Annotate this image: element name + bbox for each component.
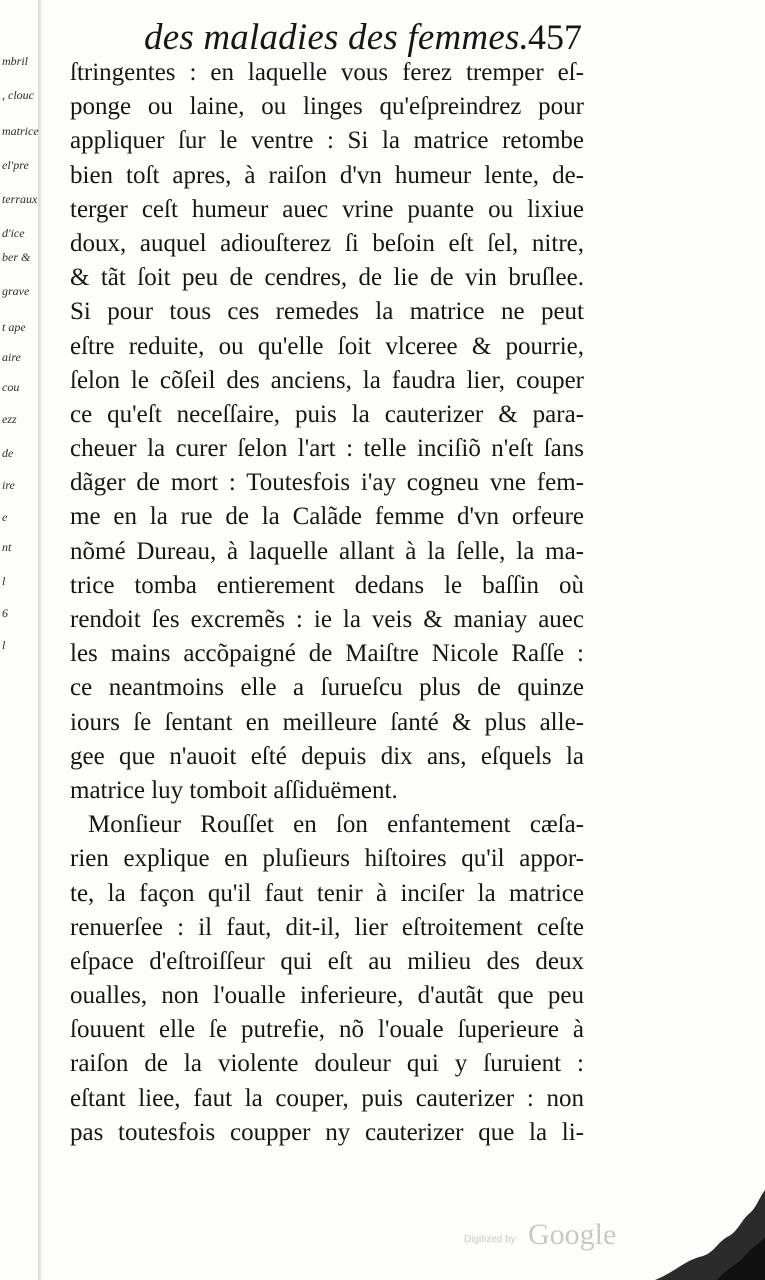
text-line: eſtre reduite, ou qu'elle ſoit vlceree & pourrie,: [70, 332, 584, 360]
margin-fragment: ire: [2, 478, 15, 492]
margin-fragment: el'pre: [2, 158, 29, 172]
text-line: ſelon le cõſeil des anciens, la faudra lier, couper: [70, 366, 584, 394]
margin-fragment: grave: [2, 284, 30, 298]
text-line: eſtant liee, faut la couper, puis cauterizer : non: [70, 1084, 584, 1112]
text-line: me en la rue de la Calãde femme d'vn orfeure: [70, 503, 584, 531]
text-line: Si pour tous ces remedes la matrice ne peut: [70, 298, 584, 326]
page-number: 457: [528, 17, 582, 57]
digitized-by-google-watermark: [462, 1216, 642, 1256]
text-line: appliquer ſur le ventre : Si la matrice retombe: [70, 127, 584, 155]
margin-fragment: de: [2, 446, 14, 460]
torn-corner-shadow: [655, 1190, 765, 1280]
margin-fragment: terraux: [2, 192, 38, 206]
text-line: cheuer la curer ſelon l'art : telle inciſiõ n'eſt ſans: [70, 435, 584, 463]
text-line: ce qu'eſt neceſſaire, puis la cauterizer & para-: [70, 400, 584, 428]
text-line: bien toſt apres, à raiſon d'vn humeur lente, de-: [70, 161, 584, 189]
running-title: des maladies des femmes.: [144, 17, 530, 58]
margin-fragment: cou: [2, 380, 20, 394]
text-line: les mains accõpaigné de Maiſtre Nicole Raſſe :: [70, 640, 584, 668]
paragraph-end-line: matrice luy tomboit aſſiduëment.: [70, 776, 398, 804]
text-line: terger ceſt humeur auec vrine puante ou lixiue: [70, 195, 584, 223]
margin-fragment: aire: [2, 350, 21, 364]
text-line: trice tomba entierement dedans le baſſin où: [70, 571, 584, 599]
binding-gutter: [38, 0, 42, 1280]
text-line: iours ſe ſentant en meilleure ſanté & plus alle-: [70, 708, 584, 736]
text-line: rendoit ſes excremẽs : ie la veis & maniay auec: [70, 606, 584, 633]
watermark-prefix: Digitized by: [464, 1234, 516, 1245]
margin-fragment: , clouc: [2, 88, 34, 102]
text-line: doux, auquel adiouſterez ſi beſoin eſt ſel, nitre,: [70, 229, 584, 257]
text-line: & tãt ſoit peu de cendres, de lie de vin bruſlee.: [70, 264, 584, 292]
text-line: pas toutesfois coupper ny cauterizer que la li-: [70, 1118, 584, 1146]
text-line: gee que n'auoit eſté depuis dix ans, eſquels la: [70, 742, 584, 770]
margin-fragment: ezz: [2, 412, 17, 426]
margin-fragment: l: [2, 638, 6, 652]
text-line: dãger de mort : Toutesfois i'ay cogneu vne fem-: [70, 469, 584, 497]
text-line: ſtringentes : en laquelle vous ferez tremper eſ-: [70, 59, 584, 86]
margin-fragment: nt: [2, 540, 12, 554]
text-line: nõmé Dureau, à laquelle allant à la ſelle, la ma-: [70, 537, 584, 565]
margin-fragment: matrice: [2, 124, 39, 138]
text-line: rien explique en pluſieurs hiſtoires qu'il appor-: [70, 845, 584, 873]
margin-fragment: l: [2, 574, 6, 588]
text-line: renuerſee : il faut, dit-il, lier eſtroitement ceſte: [70, 913, 584, 941]
margin-fragment: mbril: [2, 54, 29, 68]
text-line: raiſon de la violente douleur qui y ſuruient :: [70, 1050, 584, 1078]
text-line: ce neantmoins elle a ſurueſcu plus de quinze: [70, 674, 584, 702]
paragraph-start-line: Monſieur Rouſſet en ſon enfantement cæſa-: [88, 811, 584, 839]
margin-fragment: 6: [2, 606, 8, 620]
text-line: ponge ou laine, ou linges qu'eſpreindrez pour: [70, 93, 584, 121]
text-line: eſpace d'eſtroiſſeur qui eſt au milieu des deux: [70, 947, 584, 975]
text-line: te, la façon qu'il faut tenir à inciſer la matrice: [70, 879, 584, 907]
text-line: ſouuent elle ſe putrefie, nõ l'ouale ſuperieure à: [70, 1016, 584, 1044]
google-logo-text: Google: [528, 1218, 617, 1251]
facing-page-margin: [0, 40, 39, 700]
body-text: [70, 56, 584, 1150]
margin-fragment: e: [2, 510, 8, 524]
text-line: oualles, non l'oualle inferieure, d'autãt que peu: [70, 982, 584, 1010]
margin-fragment: t ape: [2, 320, 26, 334]
margin-fragment: d'ice: [2, 226, 25, 240]
margin-fragment: ber &: [2, 250, 31, 264]
